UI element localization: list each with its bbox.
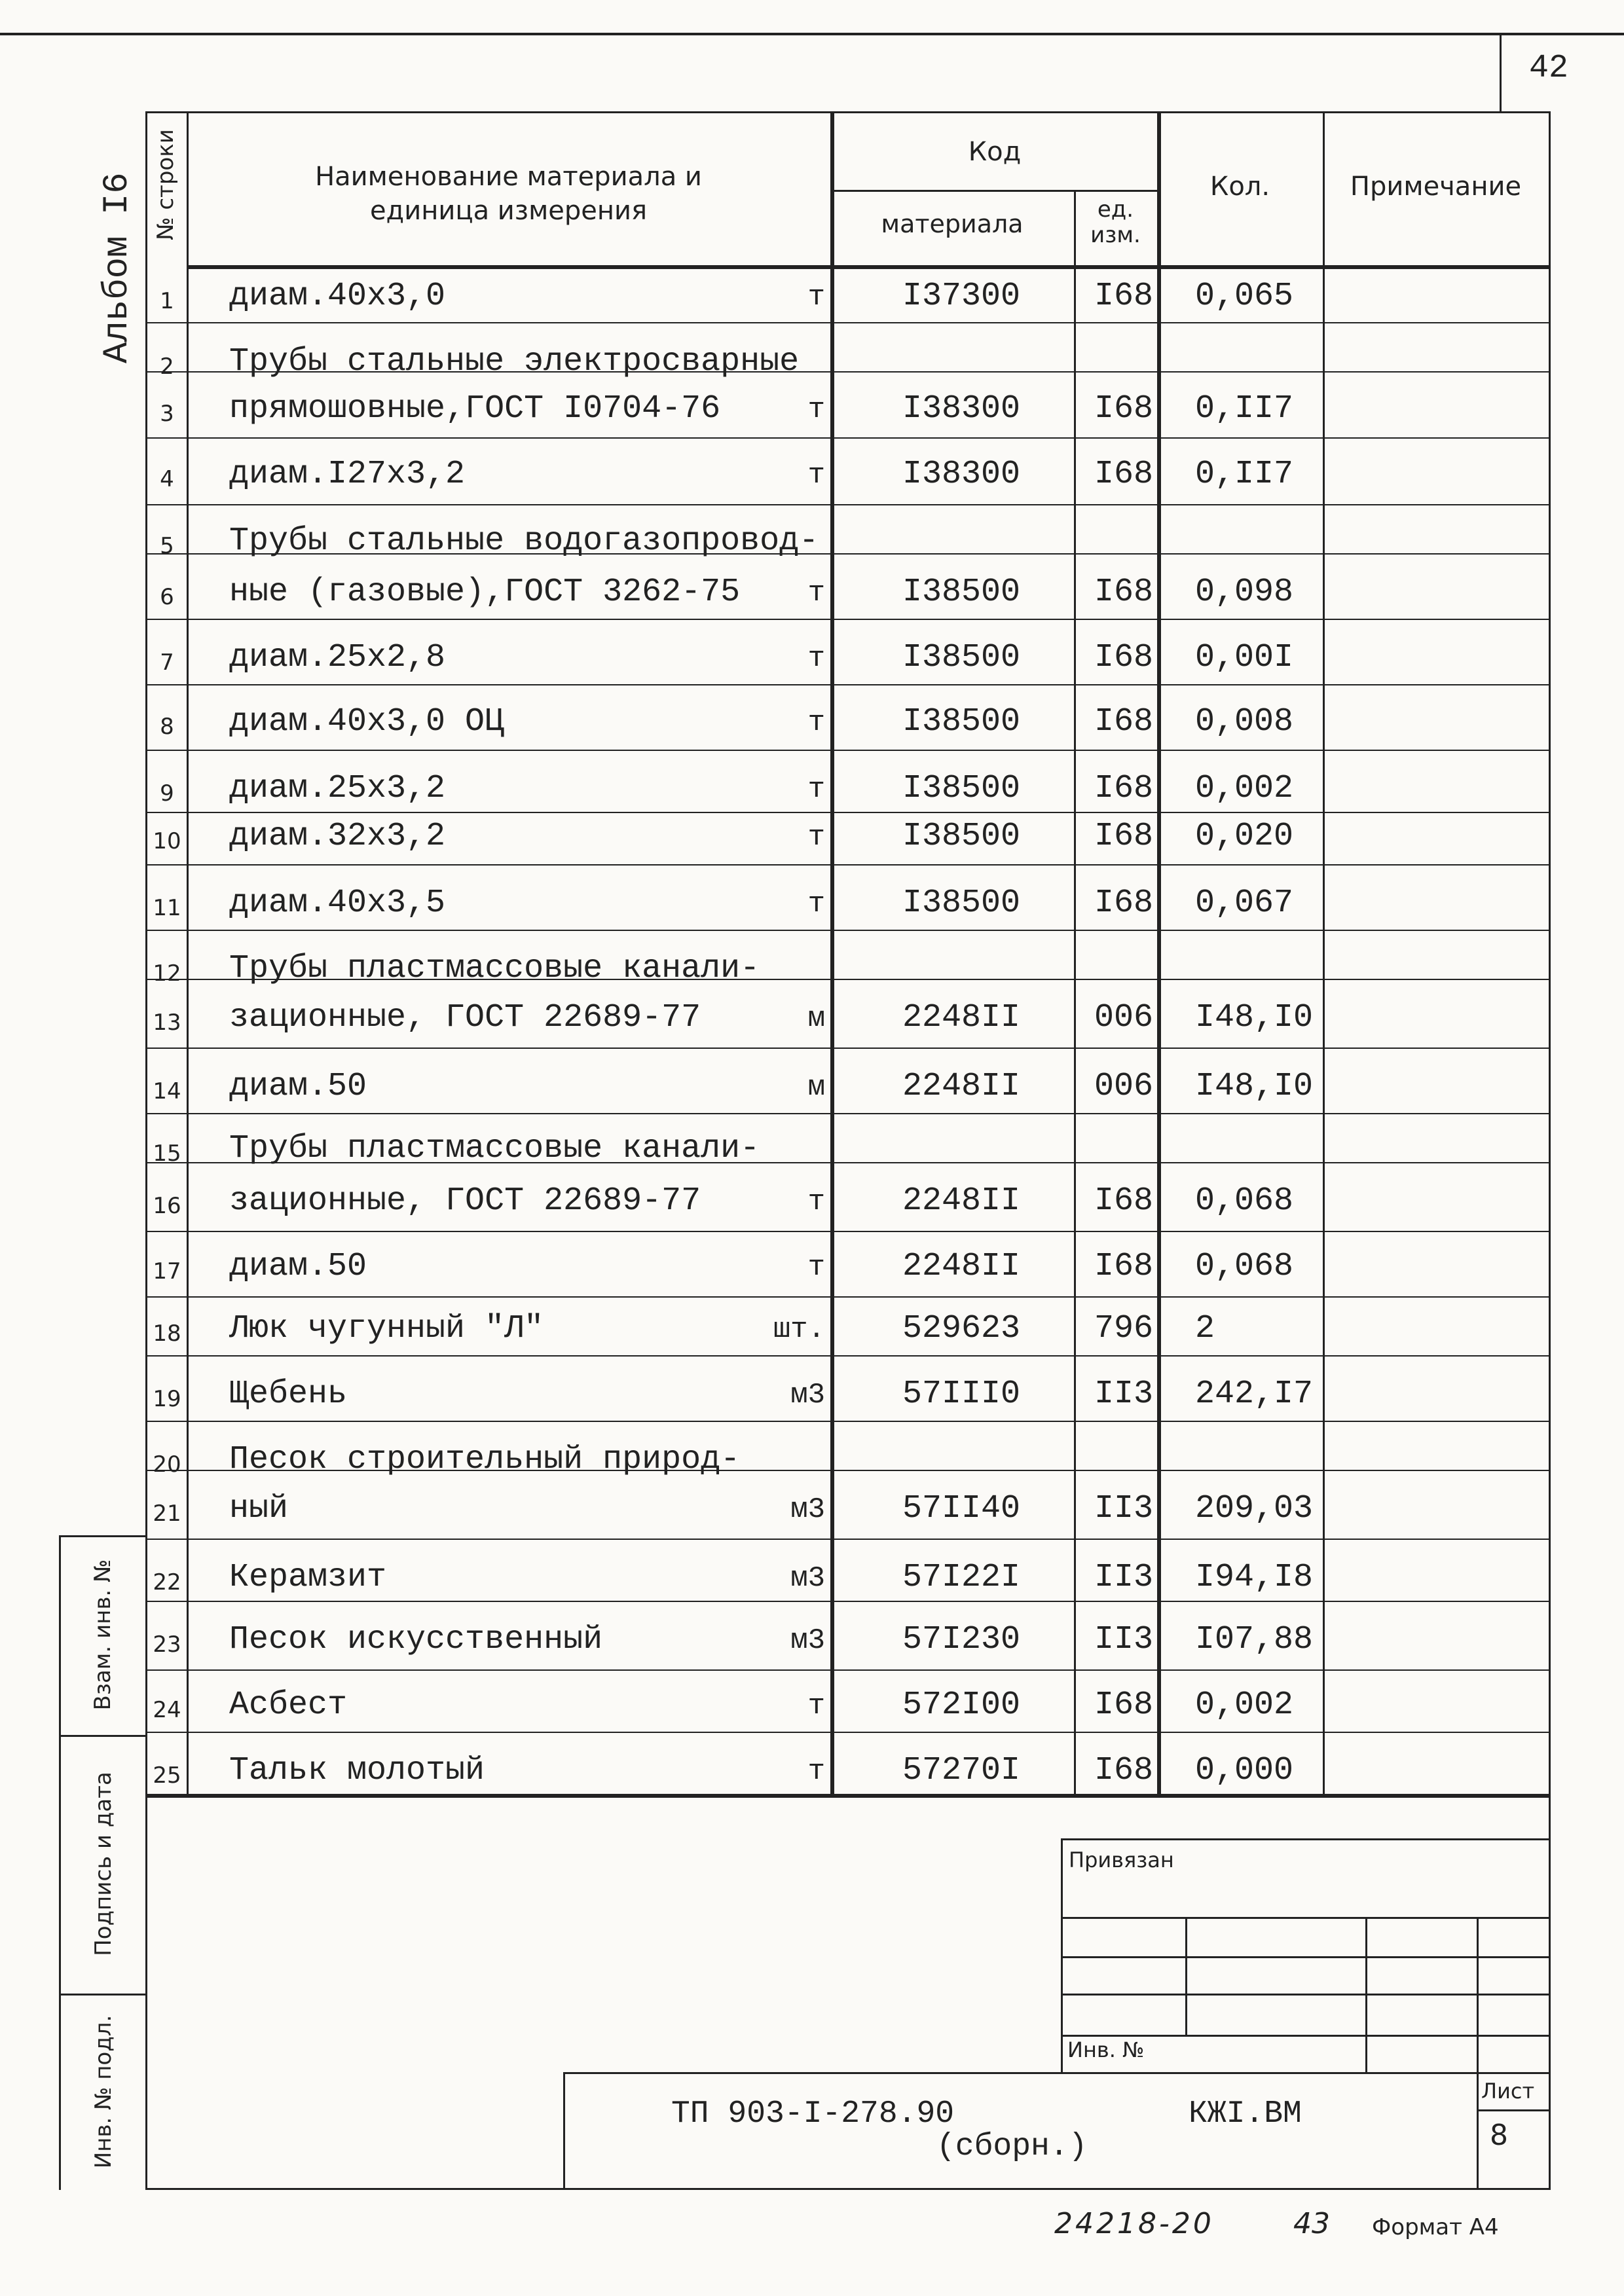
col-rowno bbox=[187, 111, 189, 1797]
unit: шт. bbox=[773, 1313, 825, 1346]
header-code-unit-1: ед. bbox=[1097, 196, 1134, 223]
row-number: 16 bbox=[153, 1193, 181, 1219]
tb-mark: КЖI.ВМ bbox=[1189, 2096, 1302, 2132]
material-name: Песок искусственный bbox=[229, 1621, 603, 1658]
material-name: Тальк молотый bbox=[229, 1752, 485, 1789]
unit-code: I68 bbox=[1094, 884, 1153, 922]
row-divider bbox=[145, 1421, 1551, 1422]
material-code: I38500 bbox=[902, 574, 1021, 611]
unit-code: I68 bbox=[1094, 818, 1153, 855]
unit-code: I68 bbox=[1094, 770, 1153, 807]
footer-page-43: 43 bbox=[1293, 2207, 1330, 2240]
material-code: 2248II bbox=[902, 1182, 1021, 1220]
row-number: 11 bbox=[153, 895, 181, 921]
quantity: 0,098 bbox=[1195, 574, 1294, 611]
header-code-unit-2: изм. bbox=[1090, 222, 1141, 248]
tb-sheet-line bbox=[1477, 2109, 1551, 2111]
material-code: 529623 bbox=[902, 1310, 1021, 1347]
material-name: прямошовные,ГОСТ I0704-76 bbox=[229, 390, 721, 428]
unit: т bbox=[807, 1755, 825, 1788]
material-name: диам.40х3,0 bbox=[229, 278, 446, 315]
row-number: 1 bbox=[160, 288, 174, 314]
row-number: 14 bbox=[153, 1078, 181, 1104]
quantity: 0,068 bbox=[1195, 1248, 1294, 1285]
material-code: 572I00 bbox=[902, 1686, 1021, 1724]
quantity: 0,II7 bbox=[1195, 456, 1294, 493]
material-name: ные (газовые),ГОСТ 3262-75 bbox=[229, 574, 741, 611]
material-code: I38300 bbox=[902, 390, 1021, 428]
unit-code: 796 bbox=[1094, 1310, 1153, 1347]
material-code: I38500 bbox=[902, 884, 1021, 922]
stamp-vzam: Взам. инв. № bbox=[90, 1559, 116, 1711]
unit-code: I68 bbox=[1094, 1752, 1153, 1789]
unit-code: I68 bbox=[1094, 1686, 1153, 1724]
row-divider bbox=[145, 1669, 1551, 1671]
row-divider bbox=[145, 1048, 1551, 1049]
unit: т bbox=[807, 642, 825, 675]
tb-main-top bbox=[563, 2072, 1551, 2074]
frame-bottom bbox=[145, 2188, 1551, 2190]
row-number: 23 bbox=[153, 1631, 181, 1658]
row-number: 6 bbox=[160, 584, 174, 610]
unit: т bbox=[807, 888, 825, 920]
header-row-number: № строки bbox=[153, 129, 179, 240]
footer-handwritten-number: 24218-20 bbox=[1054, 2207, 1214, 2240]
header-bottom bbox=[187, 265, 1551, 269]
unit-code: I68 bbox=[1094, 639, 1153, 676]
row-number: 12 bbox=[153, 960, 181, 987]
material-name: диам.32х3,2 bbox=[229, 818, 446, 855]
row-number: 4 bbox=[160, 466, 174, 492]
row-number: 8 bbox=[160, 714, 174, 740]
material-code: I38500 bbox=[902, 770, 1021, 807]
header-name-line2: единица измерения bbox=[369, 196, 648, 226]
unit: м3 bbox=[790, 1562, 825, 1595]
row-divider bbox=[145, 1355, 1551, 1357]
quantity: 0,000 bbox=[1195, 1752, 1294, 1789]
footer-format: Формат А4 bbox=[1372, 2214, 1499, 2240]
col-unitcode bbox=[1074, 190, 1076, 1797]
row-number: 24 bbox=[153, 1697, 181, 1723]
header-name-line1: Наименование материала и bbox=[315, 162, 702, 192]
quantity: 0,00I bbox=[1195, 639, 1294, 676]
material-name: диам.40х3,5 bbox=[229, 884, 446, 922]
unit: т bbox=[807, 393, 825, 426]
unit: т bbox=[807, 821, 825, 854]
quantity: I94,I8 bbox=[1195, 1559, 1314, 1596]
quantity: 209,03 bbox=[1195, 1490, 1314, 1527]
material-code: 57I22I bbox=[902, 1559, 1021, 1596]
unit: м bbox=[807, 1002, 825, 1035]
col-note bbox=[1323, 111, 1325, 1797]
unit: т bbox=[807, 706, 825, 739]
material-code: I37300 bbox=[902, 278, 1021, 315]
row-number: 2 bbox=[160, 354, 174, 380]
material-code: I38500 bbox=[902, 639, 1021, 676]
unit-code: II3 bbox=[1094, 1376, 1153, 1413]
quantity: 0,II7 bbox=[1195, 390, 1294, 428]
row-divider bbox=[145, 619, 1551, 620]
row-number: 21 bbox=[153, 1501, 181, 1527]
row-number: 3 bbox=[160, 401, 174, 427]
material-name: Люк чугунный "Л" bbox=[229, 1310, 544, 1347]
header-code: Код bbox=[968, 137, 1022, 167]
tb-v2 bbox=[1365, 1917, 1367, 2074]
row-divider bbox=[145, 1539, 1551, 1540]
quantity: 0,020 bbox=[1195, 818, 1294, 855]
tb-doc-sub: (сборн.) bbox=[936, 2129, 1088, 2164]
material-name: Трубы стальные электросварные bbox=[229, 343, 800, 380]
unit: м3 bbox=[790, 1493, 825, 1526]
row-number: 9 bbox=[160, 780, 174, 807]
row-number: 17 bbox=[153, 1258, 181, 1285]
unit: т bbox=[807, 1690, 825, 1722]
row-divider bbox=[145, 684, 1551, 685]
tb-sheet-label: Лист bbox=[1481, 2079, 1535, 2104]
row-number: 10 bbox=[153, 828, 181, 854]
material-code: 2248II bbox=[902, 1248, 1021, 1285]
unit: т bbox=[807, 459, 825, 492]
material-name: диам.I27х3,2 bbox=[229, 456, 466, 493]
quantity: I07,88 bbox=[1195, 1621, 1314, 1658]
header-code-material: материала bbox=[881, 210, 1024, 238]
stamp-inv-podl: Инв. № подл. bbox=[90, 2014, 117, 2169]
material-name: Керамзит bbox=[229, 1559, 387, 1596]
material-name: Песок строительный природ- bbox=[229, 1441, 741, 1478]
frame-right bbox=[1549, 111, 1551, 2190]
material-name: Трубы пластмассовые канали- bbox=[229, 950, 760, 987]
material-code: I38500 bbox=[902, 703, 1021, 740]
unit-code: I68 bbox=[1094, 278, 1153, 315]
row-divider bbox=[145, 1601, 1551, 1602]
unit: м3 bbox=[790, 1624, 825, 1657]
unit: т bbox=[807, 577, 825, 610]
top-rule bbox=[0, 33, 1624, 35]
material-name: зационные, ГОСТ 22689-77 bbox=[229, 1182, 701, 1220]
tb-doc-code: ТП 903-I-278.90 bbox=[671, 2096, 955, 2132]
material-name: Трубы пластмассовые канали- bbox=[229, 1130, 760, 1167]
tb-v1 bbox=[1185, 1917, 1187, 2035]
album-label: Альбом I6 bbox=[98, 172, 138, 363]
header-qty: Кол. bbox=[1209, 172, 1270, 202]
page-number-divider bbox=[1500, 33, 1502, 111]
quantity: 0,068 bbox=[1195, 1182, 1294, 1220]
unit: т bbox=[807, 1186, 825, 1218]
unit: т bbox=[807, 773, 825, 806]
unit-code: I68 bbox=[1094, 456, 1153, 493]
header-top bbox=[145, 111, 1551, 113]
material-name: диам.40х3,0 ОЦ bbox=[229, 703, 505, 740]
row-divider bbox=[145, 1231, 1551, 1232]
unit-code: II3 bbox=[1094, 1490, 1153, 1527]
row-number: 22 bbox=[153, 1569, 181, 1595]
unit-code: 006 bbox=[1094, 1068, 1153, 1105]
row-number: 15 bbox=[153, 1140, 181, 1167]
unit-code: I68 bbox=[1094, 1248, 1153, 1285]
material-name: Асбест bbox=[229, 1686, 348, 1724]
row-number: 19 bbox=[153, 1386, 181, 1412]
unit: т bbox=[807, 1251, 825, 1284]
material-code: 57III0 bbox=[902, 1376, 1021, 1413]
quantity: I48,I0 bbox=[1195, 999, 1314, 1036]
unit-code: I68 bbox=[1094, 703, 1153, 740]
tb-main-left bbox=[563, 2072, 565, 2190]
tb-top bbox=[1061, 1838, 1551, 1840]
unit: м3 bbox=[790, 1379, 825, 1412]
material-name: диам.25х3,2 bbox=[229, 770, 446, 807]
row-number: 20 bbox=[153, 1451, 181, 1478]
row-number: 18 bbox=[153, 1321, 181, 1347]
unit: т bbox=[807, 281, 825, 314]
quantity: 0,002 bbox=[1195, 1686, 1294, 1724]
code-subheader-line bbox=[830, 190, 1159, 192]
stamp-podpis: Подпись и дата bbox=[90, 1772, 117, 1956]
quantity: 0,067 bbox=[1195, 884, 1294, 922]
material-name: зационные, ГОСТ 22689-77 bbox=[229, 999, 701, 1036]
unit-code: I68 bbox=[1094, 1182, 1153, 1220]
quantity: 0,002 bbox=[1195, 770, 1294, 807]
col-code bbox=[830, 111, 834, 1797]
page-number: 42 bbox=[1529, 50, 1569, 87]
quantity: 2 bbox=[1195, 1310, 1215, 1347]
stamp-col-left bbox=[59, 1535, 61, 2190]
tb-sheet-number: 8 bbox=[1490, 2119, 1508, 2152]
row-divider bbox=[145, 504, 1551, 505]
tb-privyazan: Привязан bbox=[1069, 1848, 1174, 1872]
quantity: I48,I0 bbox=[1195, 1068, 1314, 1105]
material-code: I38500 bbox=[902, 818, 1021, 855]
material-code: I38300 bbox=[902, 456, 1021, 493]
row-number: 25 bbox=[153, 1762, 181, 1789]
row-divider bbox=[145, 864, 1551, 866]
row-divider bbox=[145, 1296, 1551, 1298]
row-divider bbox=[145, 930, 1551, 931]
unit-code: II3 bbox=[1094, 1559, 1153, 1596]
unit-code: II3 bbox=[1094, 1621, 1153, 1658]
unit-code: I68 bbox=[1094, 390, 1153, 428]
unit-code: 006 bbox=[1094, 999, 1153, 1036]
unit-code: I68 bbox=[1094, 574, 1153, 611]
quantity: 0,065 bbox=[1195, 278, 1294, 315]
material-code: 2248II bbox=[902, 999, 1021, 1036]
quantity: 0,008 bbox=[1195, 703, 1294, 740]
row-divider bbox=[145, 1113, 1551, 1114]
row-divider bbox=[145, 322, 1551, 323]
material-name: диам.50 bbox=[229, 1068, 367, 1105]
row-divider bbox=[145, 750, 1551, 751]
stamp-div1 bbox=[59, 1735, 147, 1737]
quantity: 242,I7 bbox=[1195, 1376, 1314, 1413]
material-name: Трубы стальные водогазопровод- bbox=[229, 522, 819, 560]
row-divider bbox=[145, 812, 1551, 813]
material-name: диам.25х2,8 bbox=[229, 639, 446, 676]
material-name: ный bbox=[229, 1490, 289, 1527]
material-code: 57II40 bbox=[902, 1490, 1021, 1527]
col-qty bbox=[1157, 111, 1161, 1797]
table-bottom bbox=[145, 1794, 1551, 1798]
header-note: Примечание bbox=[1350, 172, 1522, 202]
material-code: 57270I bbox=[902, 1752, 1021, 1789]
material-code: 57I230 bbox=[902, 1621, 1021, 1658]
material-code: 2248II bbox=[902, 1068, 1021, 1105]
row-divider bbox=[145, 1732, 1551, 1733]
row-number: 5 bbox=[160, 533, 174, 559]
row-divider bbox=[145, 437, 1551, 439]
row-number: 13 bbox=[153, 1010, 181, 1036]
tb-inv-no: Инв. № bbox=[1067, 2037, 1145, 2062]
material-name: Щебень bbox=[229, 1376, 348, 1413]
material-name: диам.50 bbox=[229, 1248, 367, 1285]
tb-v3 bbox=[1477, 1917, 1479, 2188]
row-number: 7 bbox=[160, 649, 174, 676]
unit: м bbox=[807, 1071, 825, 1104]
